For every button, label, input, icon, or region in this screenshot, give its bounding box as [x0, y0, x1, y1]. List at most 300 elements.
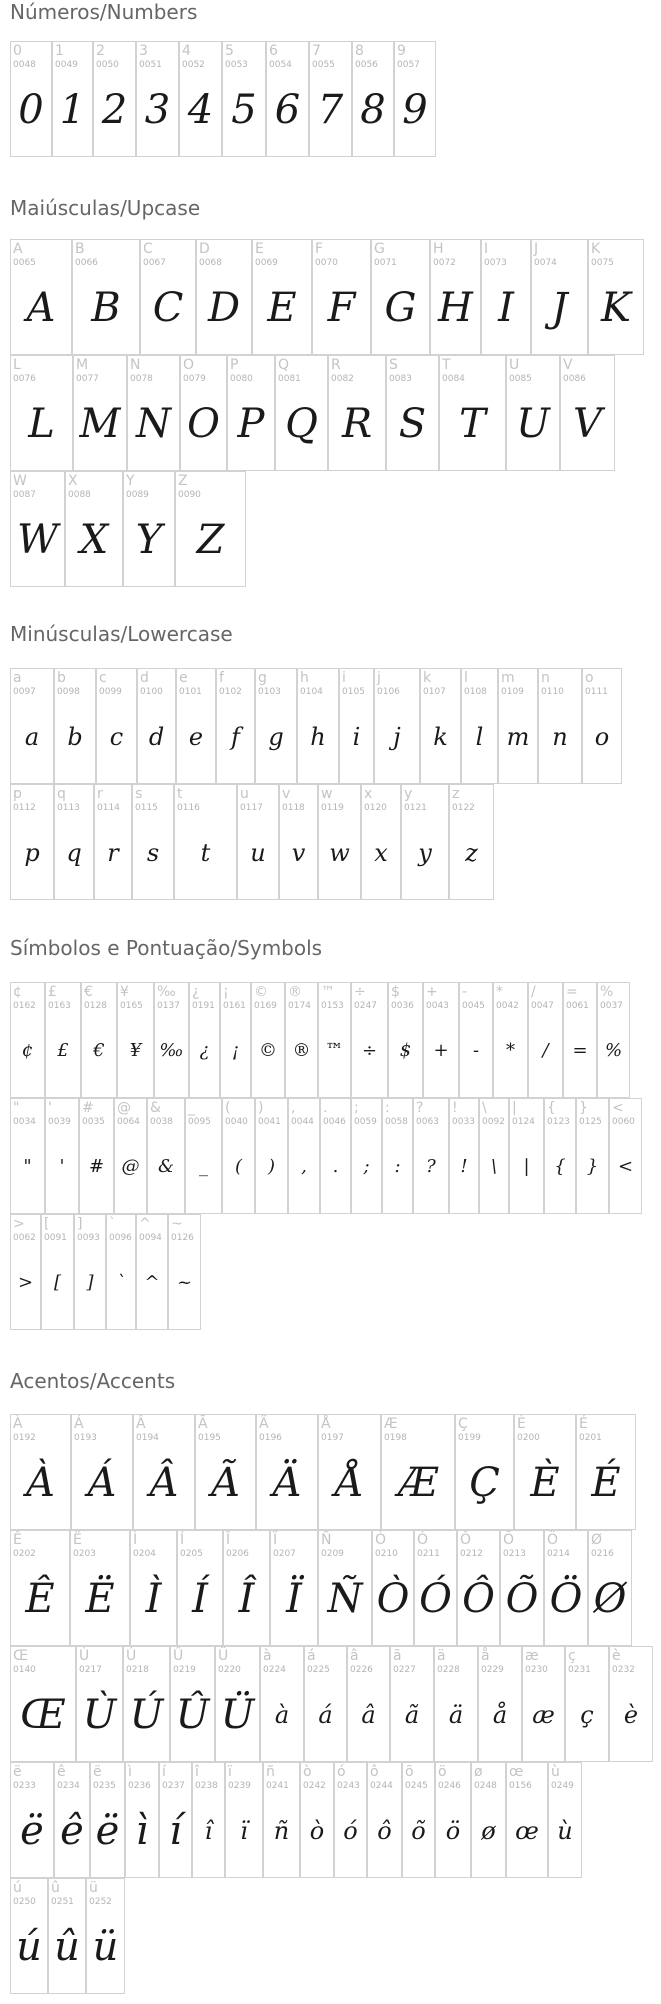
glyph-cell	[10, 1530, 70, 1646]
glyph-sample: m	[506, 723, 530, 751]
glyph-code-label: 0206	[226, 1549, 249, 1559]
glyph-cell	[170, 1646, 215, 1762]
glyph-char-label: k	[423, 670, 432, 686]
glyph-sample: Ê	[25, 1576, 55, 1622]
glyph-code-label: 0083	[389, 374, 412, 384]
glyph-char-label: 8	[355, 43, 364, 59]
glyph-code-label: 0068	[199, 258, 222, 268]
glyph-char-label: Z	[178, 473, 188, 489]
glyph-sample: /	[542, 1040, 549, 1061]
glyph-sample: Í	[192, 1576, 208, 1622]
glyph-code-label: 0219	[173, 1665, 196, 1675]
glyph-sample: û	[54, 1924, 80, 1970]
glyph-cell	[73, 355, 127, 471]
glyph-char-label: s	[135, 786, 143, 802]
glyph-code-label: 0195	[198, 1433, 221, 1443]
glyph-code-label: 0140	[13, 1665, 36, 1675]
glyph-char-label: y	[404, 786, 413, 802]
glyph-cell	[45, 1098, 79, 1214]
glyph-char-label: i	[342, 670, 346, 686]
glyph-char-label: ø	[474, 1764, 483, 1780]
glyph-sample: ã	[404, 1701, 420, 1729]
glyph-cell	[10, 982, 45, 1098]
glyph-sample: W	[16, 517, 59, 563]
glyph-cell	[10, 668, 54, 784]
glyph-char-label: F	[315, 241, 324, 257]
glyph-sample: y	[418, 839, 432, 867]
glyph-char-label: K	[591, 241, 601, 257]
glyph-code-label: 0246	[438, 1781, 461, 1791]
glyph-code-label: 0228	[437, 1665, 460, 1675]
glyph-cell	[136, 1214, 168, 1330]
glyph-code-label: 0075	[591, 258, 614, 268]
glyph-char-label: Ô	[460, 1532, 472, 1548]
glyph-code-label: 0245	[405, 1781, 428, 1791]
glyph-char-label: ó	[337, 1764, 346, 1780]
glyph-char-label: +	[426, 984, 438, 1000]
glyph-cell	[222, 41, 266, 157]
glyph-code-label: 0239	[228, 1781, 251, 1791]
glyph-sample: +	[433, 1040, 449, 1061]
glyph-code-label: 0093	[77, 1233, 100, 1243]
glyph-code-label: 0107	[423, 687, 446, 697]
glyph-code-label: 0194	[136, 1433, 159, 1443]
glyph-code-label: 0041	[258, 1117, 281, 1127]
glyph-char-label: n	[541, 670, 550, 686]
glyph-code-label: 0090	[178, 490, 201, 500]
glyph-sample: ç	[580, 1701, 594, 1729]
glyph-char-label: Ø	[591, 1532, 603, 1548]
glyph-code-label: 0049	[55, 60, 78, 70]
glyph-code-label: 0091	[44, 1233, 67, 1243]
glyph-cell	[196, 239, 252, 355]
glyph-char-label: Ú	[126, 1648, 137, 1664]
glyph-char-label: ®	[288, 984, 302, 1000]
glyph-code-label: 0226	[350, 1665, 373, 1675]
glyph-cell	[176, 668, 216, 784]
glyph-sample: `	[116, 1272, 126, 1293]
glyph-sample: l	[475, 723, 484, 751]
glyph-cell	[174, 784, 237, 900]
glyph-cell	[394, 41, 436, 157]
glyph-char-label: 3	[139, 43, 148, 59]
glyph-cell	[71, 1414, 133, 1530]
glyph-sample: b	[67, 723, 83, 751]
glyph-cell	[54, 784, 94, 900]
glyph-cell	[481, 239, 531, 355]
glyph-cell	[351, 1098, 382, 1214]
glyph-code-label: 0099	[99, 687, 122, 697]
glyph-char-label: ú	[13, 1880, 22, 1896]
glyph-char-label: ¡	[223, 984, 229, 1000]
glyph-cell	[334, 1762, 367, 1878]
glyph-char-label: 9	[397, 43, 406, 59]
glyph-code-label: 0249	[551, 1781, 574, 1791]
glyph-cell	[435, 1762, 471, 1878]
glyph-char-label: Ù	[79, 1648, 90, 1664]
glyph-char-label: :	[385, 1100, 390, 1116]
glyph-cell	[252, 239, 312, 355]
glyph-code-label: 0105	[342, 687, 365, 697]
glyph-code-label: 0084	[442, 374, 465, 384]
glyph-cell	[430, 239, 481, 355]
glyph-sample: á	[318, 1701, 333, 1729]
glyph-sample: Û	[175, 1692, 210, 1738]
glyph-code-label: 0089	[126, 490, 149, 500]
glyph-code-label: 0094	[139, 1233, 162, 1243]
glyph-cell	[439, 355, 506, 471]
glyph-code-label: 0202	[13, 1549, 36, 1559]
glyph-sample: D	[207, 285, 241, 331]
glyph-char-label: ~	[171, 1216, 183, 1232]
glyph-code-label: 0116	[177, 803, 200, 813]
glyph-cell	[54, 668, 96, 784]
glyph-char-label: 4	[182, 43, 191, 59]
glyph-char-label: O	[183, 357, 195, 373]
glyph-cell	[222, 1098, 255, 1214]
glyph-code-label: 0100	[140, 687, 163, 697]
glyph-cell	[312, 239, 371, 355]
glyph-sample: ™	[325, 1040, 344, 1061]
glyph-sample: Â	[149, 1460, 179, 1506]
glyph-sample: z	[465, 839, 478, 867]
glyph-char-label: H	[433, 241, 444, 257]
glyph-code-label: 0244	[370, 1781, 393, 1791]
glyph-sample: ü	[92, 1924, 119, 1970]
glyph-char-label: ¿	[192, 984, 200, 1000]
glyph-char-label: _	[188, 1100, 195, 1116]
glyph-sample: œ	[515, 1817, 539, 1845]
glyph-sample: {	[554, 1156, 566, 1177]
glyph-sample: Ù	[82, 1692, 117, 1738]
glyph-char-label: P	[230, 357, 239, 373]
glyph-cell	[10, 1646, 76, 1762]
glyph-cell	[297, 668, 339, 784]
glyph-char-label: |	[512, 1100, 517, 1116]
section-title: Acentos/Accents	[10, 1369, 176, 1393]
glyph-sample: f	[231, 723, 240, 751]
glyph-cell	[45, 982, 81, 1098]
glyph-sample: 1	[59, 87, 86, 133]
glyph-sample: [	[53, 1272, 62, 1293]
glyph-cell	[90, 1762, 125, 1878]
glyph-cell	[434, 1646, 478, 1762]
glyph-cell	[300, 1762, 334, 1878]
glyph-code-label: 0097	[13, 687, 36, 697]
glyph-code-label: 0123	[547, 1117, 570, 1127]
glyph-cell	[538, 668, 582, 784]
glyph-char-label: Ó	[417, 1532, 429, 1548]
glyph-cell	[10, 41, 52, 157]
section-title: Maiúsculas/Upcase	[10, 196, 201, 220]
glyph-sample: Œ	[20, 1692, 66, 1738]
glyph-code-label: 0120	[364, 803, 387, 813]
glyph-cell	[388, 982, 423, 1098]
glyph-cell	[560, 355, 615, 471]
glyph-cell	[372, 1530, 414, 1646]
glyph-code-label: 0227	[393, 1665, 416, 1675]
glyph-sample: Ñ	[327, 1576, 363, 1622]
glyph-char-label: V	[563, 357, 573, 373]
glyph-cell	[309, 41, 352, 157]
glyph-code-label: 0231	[568, 1665, 591, 1675]
glyph-char-label: <	[612, 1100, 624, 1116]
glyph-sample: I	[498, 285, 514, 331]
glyph-char-label: Ä	[259, 1416, 269, 1432]
glyph-cell	[10, 239, 72, 355]
glyph-sample: ù	[557, 1817, 573, 1845]
glyph-sample: P	[237, 401, 265, 447]
glyph-cell	[223, 1530, 270, 1646]
glyph-code-label: 0040	[225, 1117, 248, 1127]
glyph-cell	[86, 1878, 125, 1994]
glyph-code-label: 0210	[375, 1549, 398, 1559]
glyph-cell	[339, 668, 374, 784]
glyph-code-label: 0057	[397, 60, 420, 70]
glyph-cell	[471, 1762, 506, 1878]
glyph-code-label: 0101	[179, 687, 202, 697]
glyph-cell	[10, 471, 65, 587]
glyph-code-label: 0232	[612, 1665, 635, 1675]
glyph-char-label: L	[13, 357, 21, 373]
glyph-char-label: ö	[438, 1764, 447, 1780]
glyph-cell	[528, 982, 563, 1098]
glyph-sample: ä	[448, 1701, 464, 1729]
glyph-sample: u	[250, 839, 266, 867]
glyph-code-label: 0225	[307, 1665, 330, 1675]
glyph-char-label: 2	[96, 43, 105, 59]
glyph-cell	[275, 355, 328, 471]
glyph-sample: Ö	[549, 1576, 583, 1622]
glyph-cell	[506, 1762, 548, 1878]
glyph-code-label: 0121	[404, 803, 427, 813]
glyph-cell	[347, 1646, 390, 1762]
glyph-cell	[318, 784, 361, 900]
glyph-char-label: œ	[509, 1764, 524, 1780]
glyph-cell	[140, 239, 196, 355]
glyph-code-label: 0038	[150, 1117, 173, 1127]
glyph-sample: O	[187, 401, 220, 447]
glyph-sample: Ì	[145, 1576, 162, 1622]
glyph-code-label: 0098	[57, 687, 80, 697]
glyph-char-label: ä	[437, 1648, 446, 1664]
glyph-sample: Q	[285, 401, 318, 447]
glyph-sample: ¿	[199, 1040, 210, 1061]
glyph-char-label: g	[258, 670, 267, 686]
glyph-char-label: {	[547, 1100, 556, 1116]
glyph-code-label: 0039	[48, 1117, 71, 1127]
glyph-cell	[136, 41, 179, 157]
glyph-sample: q	[66, 839, 82, 867]
glyph-sample: ^	[144, 1272, 160, 1293]
glyph-char-label: E	[255, 241, 264, 257]
glyph-char-label: [	[44, 1216, 50, 1232]
glyph-code-label: 0115	[135, 803, 158, 813]
glyph-cell	[94, 784, 132, 900]
glyph-cell	[576, 1414, 636, 1530]
glyph-sample: w	[329, 839, 350, 867]
glyph-char-label: È	[517, 1416, 526, 1432]
glyph-cell	[531, 239, 588, 355]
glyph-sample: 8	[360, 87, 386, 133]
glyph-code-label: 0199	[458, 1433, 481, 1443]
glyph-code-label: 0126	[171, 1233, 194, 1243]
glyph-code-label: 0165	[120, 1001, 143, 1011]
glyph-cell	[189, 982, 220, 1098]
glyph-char-label: ?	[416, 1100, 424, 1116]
glyph-char-label: G	[374, 241, 385, 257]
glyph-code-label: 0043	[426, 1001, 449, 1011]
glyph-code-label: 0082	[331, 374, 354, 384]
glyph-char-label: Ò	[375, 1532, 387, 1548]
glyph-code-label: 0230	[525, 1665, 548, 1675]
glyph-code-label: 0220	[218, 1665, 241, 1675]
glyph-cell	[563, 982, 597, 1098]
glyph-char-label: t	[177, 786, 183, 802]
glyph-char-label: ¢	[13, 984, 22, 1000]
glyph-char-label: Í	[180, 1532, 185, 1548]
glyph-code-label: 0071	[374, 258, 397, 268]
glyph-char-label: Ñ	[321, 1532, 332, 1548]
glyph-sample: í	[169, 1808, 182, 1854]
glyph-code-label: 0045	[462, 1001, 485, 1011]
glyph-cell	[449, 1098, 479, 1214]
glyph-code-label: 0218	[126, 1665, 149, 1675]
glyph-code-label: 0050	[96, 60, 119, 70]
glyph-code-label: 0213	[503, 1549, 526, 1559]
glyph-cell	[413, 1098, 449, 1214]
glyph-char-label: ,	[291, 1100, 296, 1116]
glyph-char-label: ë	[93, 1764, 102, 1780]
glyph-char-label: &	[150, 1100, 161, 1116]
glyph-code-label: 0060	[612, 1117, 635, 1127]
glyph-sample: Ø	[593, 1576, 627, 1622]
glyph-code-label: 0058	[385, 1117, 408, 1127]
glyph-code-label: 0216	[591, 1549, 614, 1559]
glyph-char-label: à	[263, 1648, 272, 1664]
glyph-sample: 7	[317, 87, 344, 133]
glyph-char-label: 7	[312, 43, 321, 59]
glyph-code-label: 0080	[230, 374, 253, 384]
glyph-char-label: (	[225, 1100, 231, 1116]
glyph-sample: ì	[135, 1808, 149, 1854]
glyph-code-label: 0074	[534, 258, 557, 268]
glyph-code-label: 0243	[337, 1781, 360, 1791]
glyph-sample: õ	[411, 1817, 426, 1845]
glyph-sample: i	[352, 723, 361, 751]
glyph-sample: #	[88, 1156, 105, 1177]
glyph-cell	[500, 1530, 544, 1646]
glyph-sample: ©	[259, 1040, 277, 1061]
glyph-char-label: ;	[354, 1100, 359, 1116]
glyph-code-label: 0079	[183, 374, 206, 384]
glyph-sample: p	[24, 839, 40, 867]
glyph-sample: x	[374, 839, 388, 867]
glyph-char-label: f	[219, 670, 224, 686]
glyph-cell	[227, 355, 275, 471]
glyph-sample: ò	[309, 1817, 325, 1845]
glyph-code-label: 0118	[282, 803, 305, 813]
glyph-code-label: 0047	[531, 1001, 554, 1011]
glyph-char-label: S	[389, 357, 398, 373]
glyph-cell	[367, 1762, 402, 1878]
glyph-cell	[498, 668, 538, 784]
glyph-code-label: 0192	[13, 1433, 36, 1443]
glyph-sample: ñ	[273, 1817, 290, 1845]
glyph-cell	[133, 1414, 195, 1530]
glyph-code-label: 0238	[195, 1781, 218, 1791]
glyph-code-label: 0247	[354, 1001, 377, 1011]
glyph-cell	[137, 668, 176, 784]
glyph-char-label: >	[13, 1216, 25, 1232]
glyph-char-label: W	[13, 473, 27, 489]
glyph-code-label: 0198	[384, 1433, 407, 1443]
glyph-sample: Á	[87, 1460, 117, 1506]
glyph-sample: ¢	[21, 1040, 34, 1061]
glyph-char-label: å	[481, 1648, 490, 1664]
glyph-cell	[288, 1098, 320, 1214]
glyph-sample: Ã	[211, 1460, 240, 1506]
glyph-code-label: 0034	[13, 1117, 36, 1127]
glyph-char-label: Å	[321, 1416, 331, 1432]
glyph-cell	[10, 1762, 54, 1878]
glyph-code-label: 0073	[484, 258, 507, 268]
glyph-code-label: 0044	[291, 1117, 314, 1127]
glyph-char-label: 0	[13, 43, 22, 59]
glyph-code-label: 0061	[566, 1001, 589, 1011]
glyph-code-label: 0242	[303, 1781, 326, 1791]
glyph-cell	[609, 1646, 653, 1762]
glyph-sample: Ç	[469, 1460, 500, 1506]
glyph-char-label: N	[130, 357, 141, 373]
glyph-cell	[351, 982, 388, 1098]
glyph-sample: Ò	[376, 1576, 410, 1622]
glyph-sample: Î	[238, 1576, 255, 1622]
glyph-cell	[597, 982, 630, 1098]
glyph-cell	[125, 1762, 159, 1878]
glyph-char-label: b	[57, 670, 66, 686]
glyph-cell	[175, 471, 246, 587]
glyph-char-label: Â	[136, 1416, 146, 1432]
glyph-code-label: 0169	[254, 1001, 277, 1011]
glyph-char-label: #	[82, 1100, 94, 1116]
glyph-code-label: 0197	[321, 1433, 344, 1443]
glyph-cell	[255, 668, 297, 784]
glyph-cell	[544, 1530, 588, 1646]
glyph-code-label: 0035	[82, 1117, 105, 1127]
glyph-sample: s	[146, 839, 160, 867]
glyph-cell	[478, 1646, 522, 1762]
glyph-char-label: r	[97, 786, 103, 802]
glyph-sample: %	[604, 1040, 623, 1061]
glyph-sample: È	[530, 1460, 560, 1506]
glyph-char-label: Q	[278, 357, 290, 373]
glyph-sample: î	[204, 1817, 213, 1845]
glyph-char-label: Î	[226, 1532, 231, 1548]
glyph-code-label: 0109	[501, 687, 524, 697]
glyph-cell	[132, 784, 174, 900]
glyph-char-label: p	[13, 786, 22, 802]
glyph-code-label: 0046	[323, 1117, 346, 1127]
glyph-sample: >	[17, 1272, 34, 1293]
glyph-code-label: 0153	[321, 1001, 344, 1011]
glyph-code-label: 0236	[128, 1781, 151, 1791]
glyph-char-label: m	[501, 670, 515, 686]
glyph-cell	[179, 41, 222, 157]
glyph-char-label: e	[179, 670, 188, 686]
glyph-cell	[216, 668, 255, 784]
glyph-sample: &	[157, 1156, 175, 1177]
